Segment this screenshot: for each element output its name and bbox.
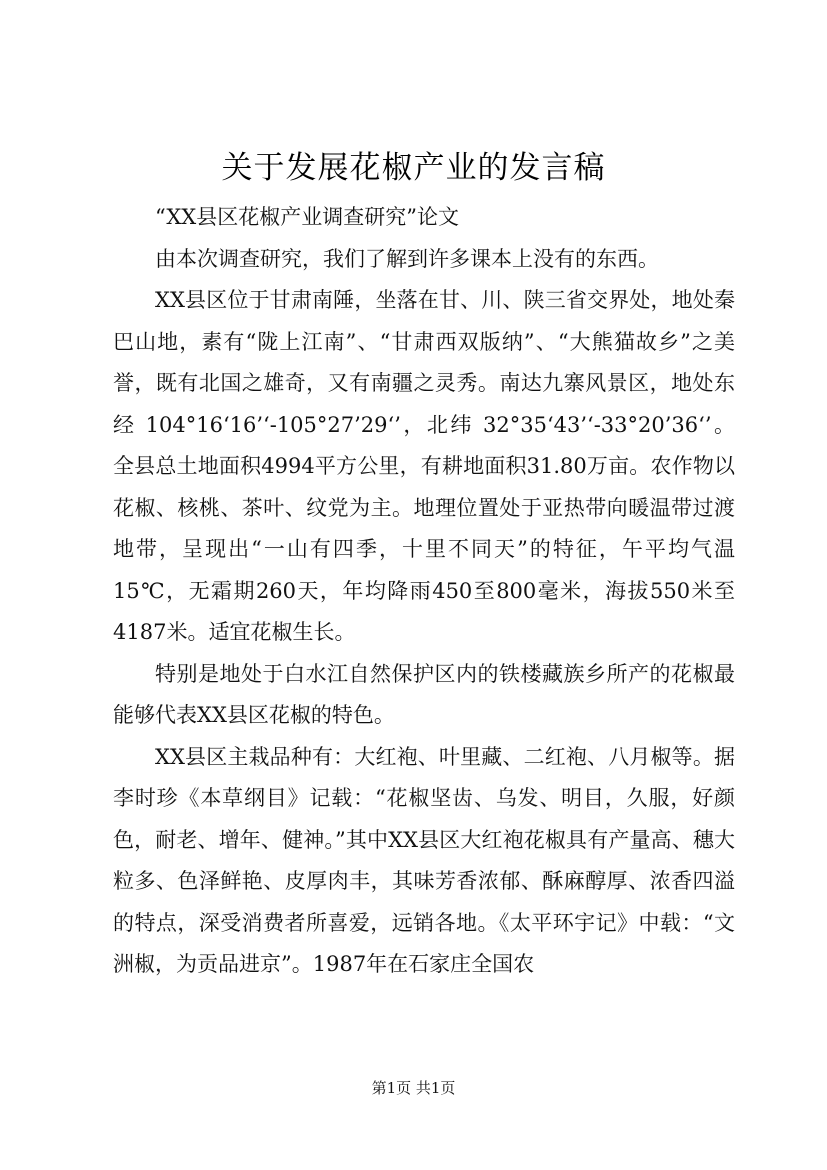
paragraph-location: XX县区位于甘肃南陲，坐落在甘、川、陕三省交界处，地处秦巴山地，素有“陇上江南”、“甘肃西双版纳”、“大熊猫故乡”之美誉，既有北国之雄奇，又有南疆之灵秀。南达九寨风景区，地处东经 104°16‘16’‘-105°27’29‘’，北纬 32°35‘43’‘-33°20’36‘’。全县总土地面积4994平方公里，有耕地面积31.80万亩。农作物以花椒、核桃、茶叶、纹党为主。地理位置处于亚热带向暖温带过渡地带，呈现出“一山有四季，十里不同天”的特征，午平均气温15℃，无霜期260天，年均降雨450至800毫米，海拔550米至4187米。适宜花椒生长。 bbox=[113, 288, 735, 644]
document-body bbox=[113, 197, 735, 986]
paragraph-intro: 由本次调查研究，我们了解到许多课本上没有的东西。 bbox=[155, 246, 659, 271]
page-footer: 第1页 共1页 bbox=[371, 1079, 456, 1097]
paragraph-tielou: 特别是地处于白水江自然保护区内的铁楼藏族乡所产的花椒最能够代表XX县区花椒的特色。 bbox=[113, 661, 735, 727]
paragraph-varieties: XX县区主栽品种有：大红袍、叶里藏、二红袍、八月椒等。据李时珍《本草纲目》记载：“花椒坚齿、乌发、明目，久服，好颜色，耐老、增年、健神。”其中XX县区大红袍花椒具有产量高、穗大粒多、色泽鲜艳、皮厚肉丰，其味芳香浓郁、酥麻醇厚、浓香四溢的特点，深受消费者所喜爱，远销各地。《太平环宇记》中载：“文洲椒，为贡品进京”。1987年在石家庄全国农 bbox=[113, 744, 735, 976]
document-title: 关于发展花椒产业的发言稿 bbox=[221, 150, 606, 186]
paragraph-subtitle: “XX县区花椒产业调查研究”论文 bbox=[155, 205, 459, 229]
